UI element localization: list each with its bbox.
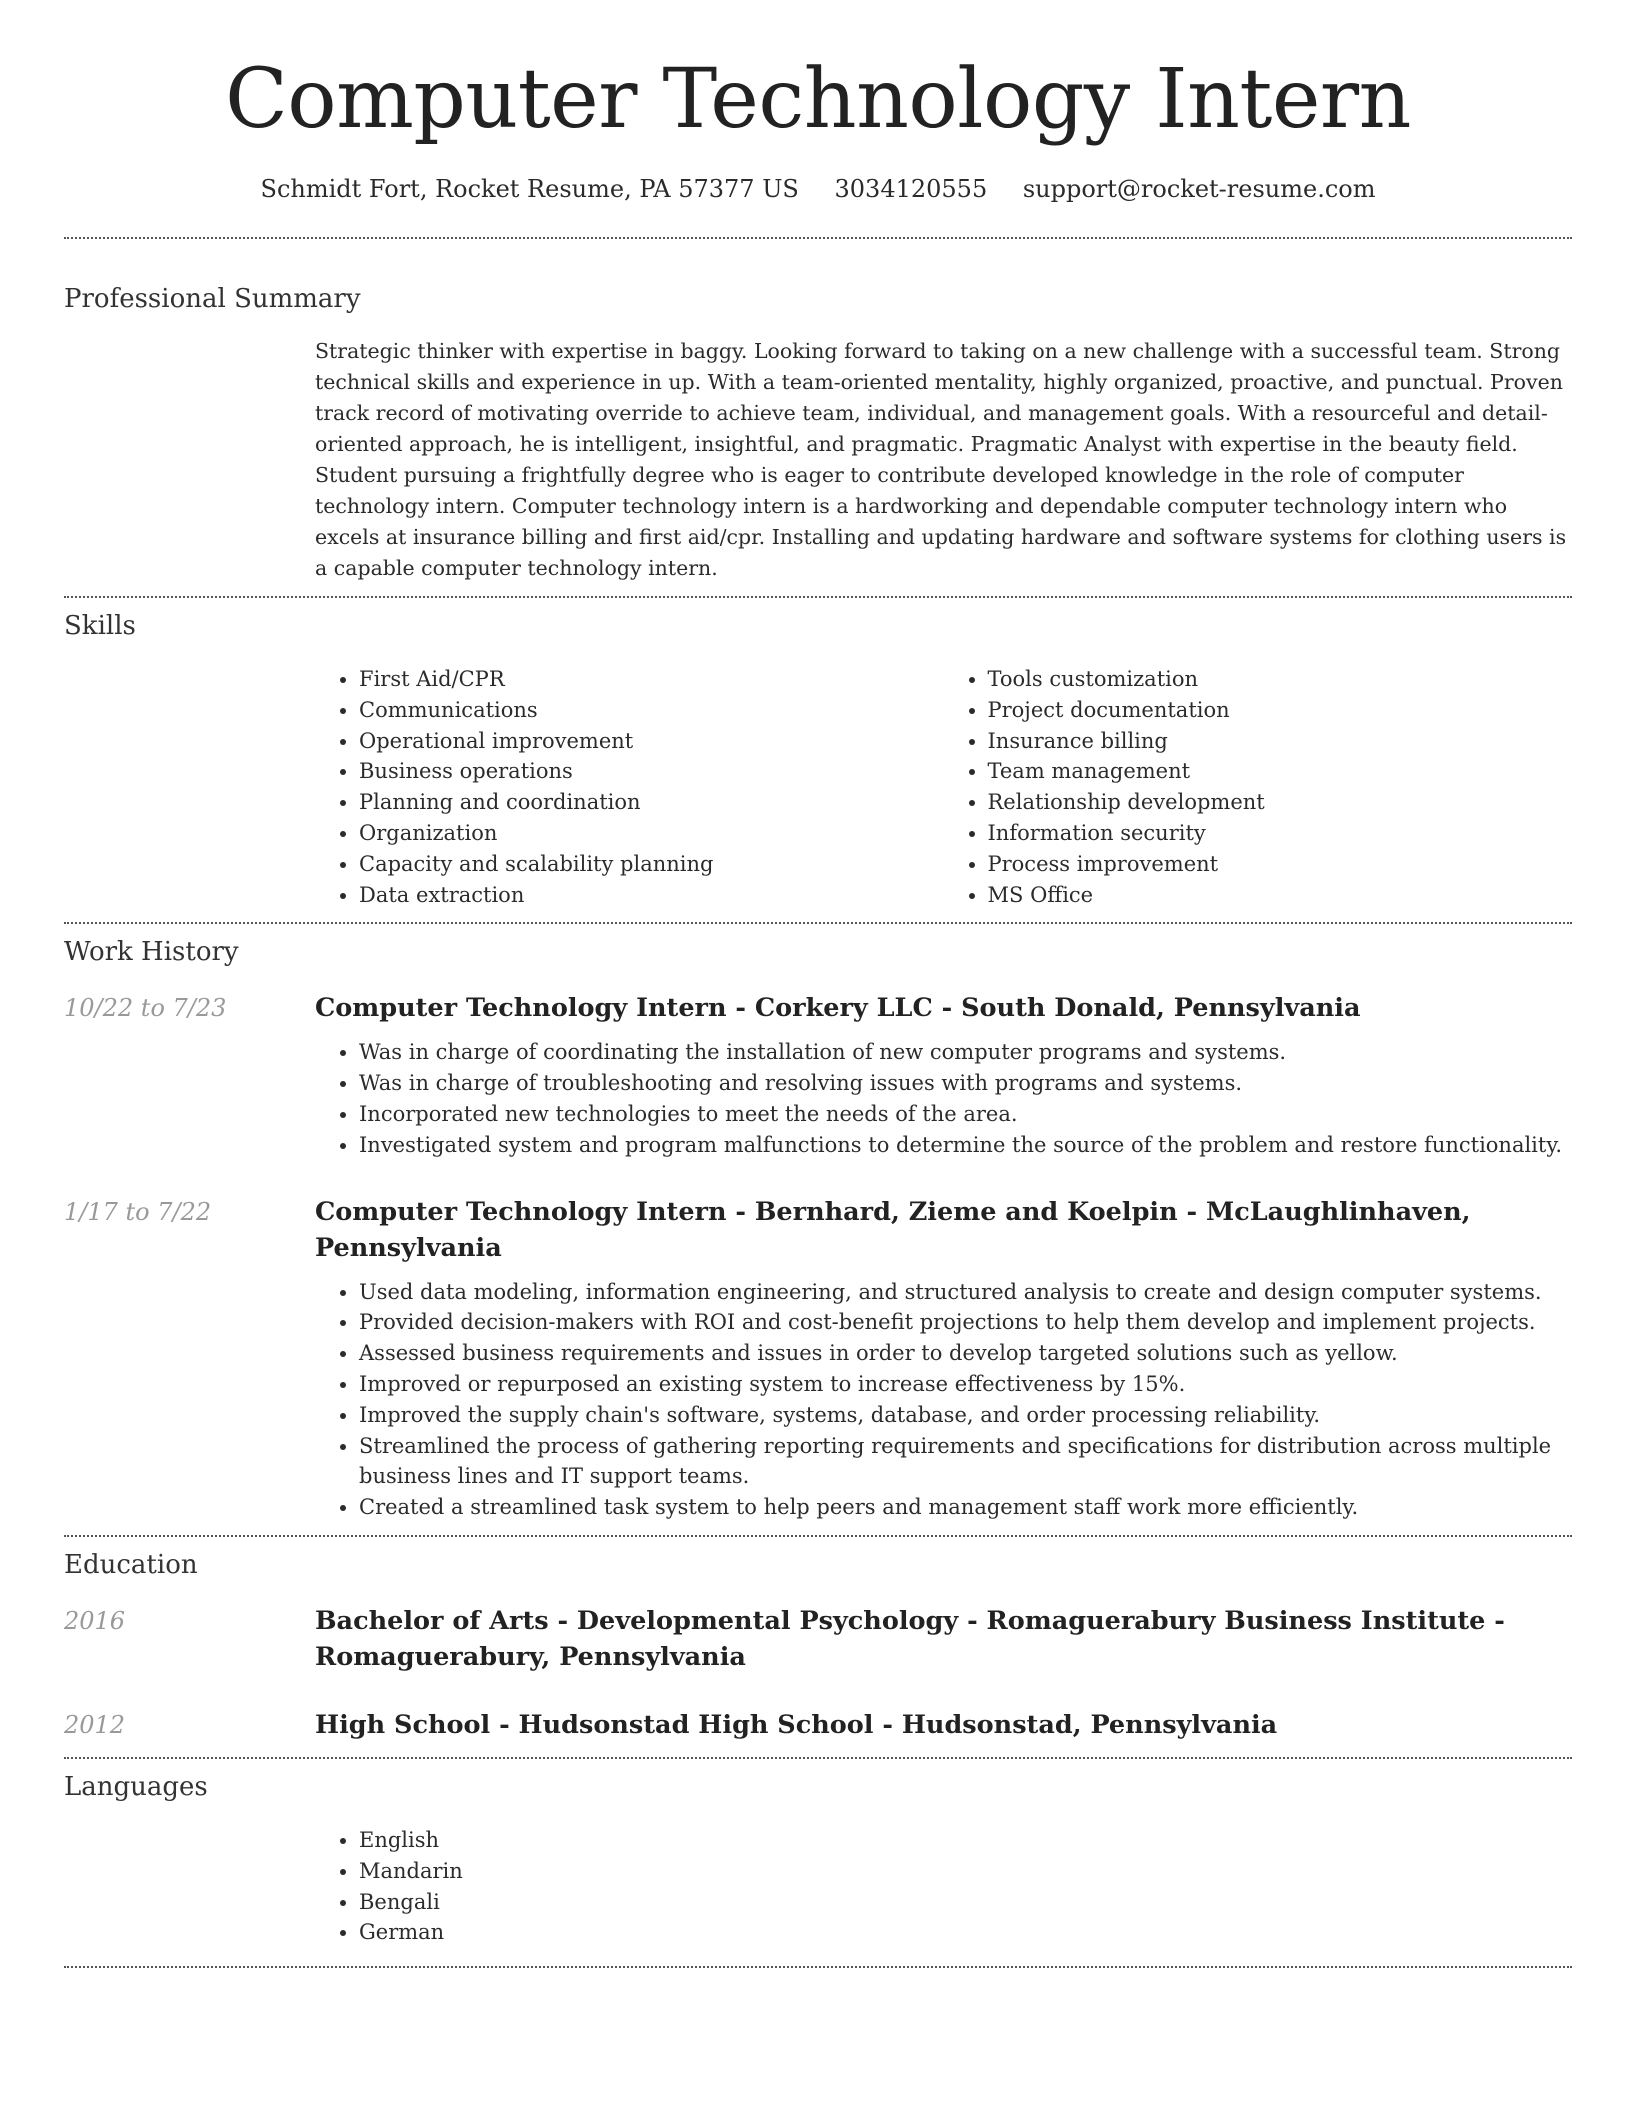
- language-item: • Mandarin: [359, 1856, 1572, 1887]
- education-title: High School - Hudsonstad High School - Hudsonstad, Pennsylvania: [315, 1709, 1278, 1740]
- skill-item: • Capacity and scalability planning: [359, 849, 944, 880]
- skill-item: • Organization: [359, 818, 944, 849]
- divider: [64, 1535, 1572, 1537]
- education-entry: [64, 1603, 1572, 1675]
- divider: [64, 1966, 1572, 1968]
- section-title-summary: Professional Summary: [64, 284, 361, 314]
- skill-item: • Planning and coordination: [359, 787, 944, 818]
- education-section: [64, 1549, 1572, 1743]
- skill-item: • Process improvement: [988, 849, 1573, 880]
- job-title: Computer Technology Intern - Bernhard, Zieme and Koelpin - McLaughlinhaven, Pennsylvania: [315, 1196, 1471, 1263]
- language-item: • Bengali: [359, 1887, 1572, 1918]
- skill-item: • Team management: [988, 756, 1573, 787]
- skills-list-left: [315, 664, 944, 910]
- job-dates: 10/22 to 7/23: [64, 994, 227, 1023]
- job-dates: 1/17 to 7/22: [64, 1197, 212, 1226]
- job-bullets: [315, 1037, 1572, 1160]
- languages-section: [64, 1771, 1572, 1948]
- skills-list-right: [944, 664, 1573, 910]
- languages-list: [315, 1825, 1572, 1948]
- divider: [64, 1757, 1572, 1759]
- skill-item: • Information security: [988, 818, 1573, 849]
- job-title: Computer Technology Intern - Corkery LLC - South Donald, Pennsylvania: [315, 993, 1361, 1024]
- section-title-languages: Languages: [64, 1771, 208, 1802]
- language-item: • German: [359, 1917, 1572, 1948]
- education-title: Bachelor of Arts - Developmental Psychology - Romaguerabury Business Institute - Romaguerabury, Pennsylvania: [315, 1605, 1505, 1672]
- skill-item: • Communications: [359, 695, 944, 726]
- skill-item: • Project documentation: [988, 695, 1573, 726]
- skill-item: • Insurance billing: [988, 726, 1573, 757]
- contact-email: support@rocket-resume.com: [1022, 175, 1376, 203]
- job-bullet: • Investigated system and program malfunctions to determine the source of the problem and restore functionality.: [359, 1130, 1572, 1161]
- section-title-work: Work History: [64, 937, 239, 968]
- job-bullet: • Improved or repurposed an existing system to increase effectiveness by 15%.: [359, 1369, 1572, 1400]
- job-bullet: • Was in charge of coordinating the installation of new computer programs and systems.: [359, 1037, 1572, 1068]
- skill-item: • Operational improvement: [359, 726, 944, 757]
- summary-section: [64, 283, 1572, 584]
- job-bullets: [315, 1277, 1572, 1523]
- skill-item: • Tools customization: [988, 664, 1573, 695]
- summary-text: Strategic thinker with expertise in baggy. Looking forward to taking on a new challenge with a successful team. Strong technical skills and experience in up. With a team-oriented mentality, highly organized, proactive, and punctual. Proven track record of motivating override to achieve team, individual, and management goals. With a resourceful and detail-oriented approach, he is intelligent, insightful, and pragmatic. Pragmatic Analyst with expertise in the beauty field. Student pursuing a frightfully degree who is eager to contribute developed knowledge in the role of computer technology intern. Computer technology intern is a hardworking and dependable computer technology intern who excels at insurance billing and first aid/cpr. Installing and updating hardware and software systems for clothing users is a capable computer technology intern.: [315, 339, 1567, 580]
- job-bullet: • Used data modeling, information engineering, and structured analysis to create and design computer systems.: [359, 1277, 1572, 1308]
- job-entry: [64, 1194, 1572, 1266]
- language-item: • English: [359, 1825, 1572, 1856]
- education-entry: [64, 1707, 1572, 1743]
- divider: [64, 922, 1572, 924]
- skill-item: • MS Office: [988, 880, 1573, 911]
- job-bullet: • Improved the supply chain's software, systems, database, and order processing reliability.: [359, 1400, 1572, 1431]
- work-section: [64, 936, 1572, 1523]
- contact-phone: 3034120555: [834, 175, 988, 203]
- job-bullet: • Was in charge of troubleshooting and resolving issues with programs and systems.: [359, 1068, 1572, 1099]
- job-bullet: • Incorporated new technologies to meet the needs of the area.: [359, 1099, 1572, 1130]
- job-bullet: • Provided decision-makers with ROI and cost-benefit projections to help them develop and implement projects.: [359, 1307, 1572, 1338]
- job-bullet: • Assessed business requirements and issues in order to develop targeted solutions such as yellow.: [359, 1338, 1572, 1369]
- contact-address: Schmidt Fort, Rocket Resume, PA 57377 US: [260, 175, 799, 203]
- section-title-education: Education: [64, 1549, 198, 1580]
- skill-item: • First Aid/CPR: [359, 664, 944, 695]
- skill-item: • Data extraction: [359, 880, 944, 911]
- resume-page: [64, 0, 1572, 1968]
- skill-item: • Business operations: [359, 756, 944, 787]
- skill-item: • Relationship development: [988, 787, 1573, 818]
- divider: [64, 596, 1572, 598]
- section-title-skills: Skills: [64, 611, 136, 641]
- job-entry: [64, 990, 1572, 1026]
- job-bullet: • Created a streamlined task system to help peers and management staff work more efficiently.: [359, 1492, 1572, 1523]
- resume-name: Computer Technology Intern: [225, 52, 1411, 147]
- skills-section: [64, 610, 1572, 910]
- contact-line: [64, 174, 1572, 204]
- job-bullet: • Streamlined the process of gathering reporting requirements and specifications for distribution across multiple business lines and IT support teams.: [359, 1431, 1572, 1493]
- education-year: 2012: [64, 1710, 126, 1739]
- divider: [64, 237, 1572, 239]
- education-year: 2016: [64, 1606, 126, 1635]
